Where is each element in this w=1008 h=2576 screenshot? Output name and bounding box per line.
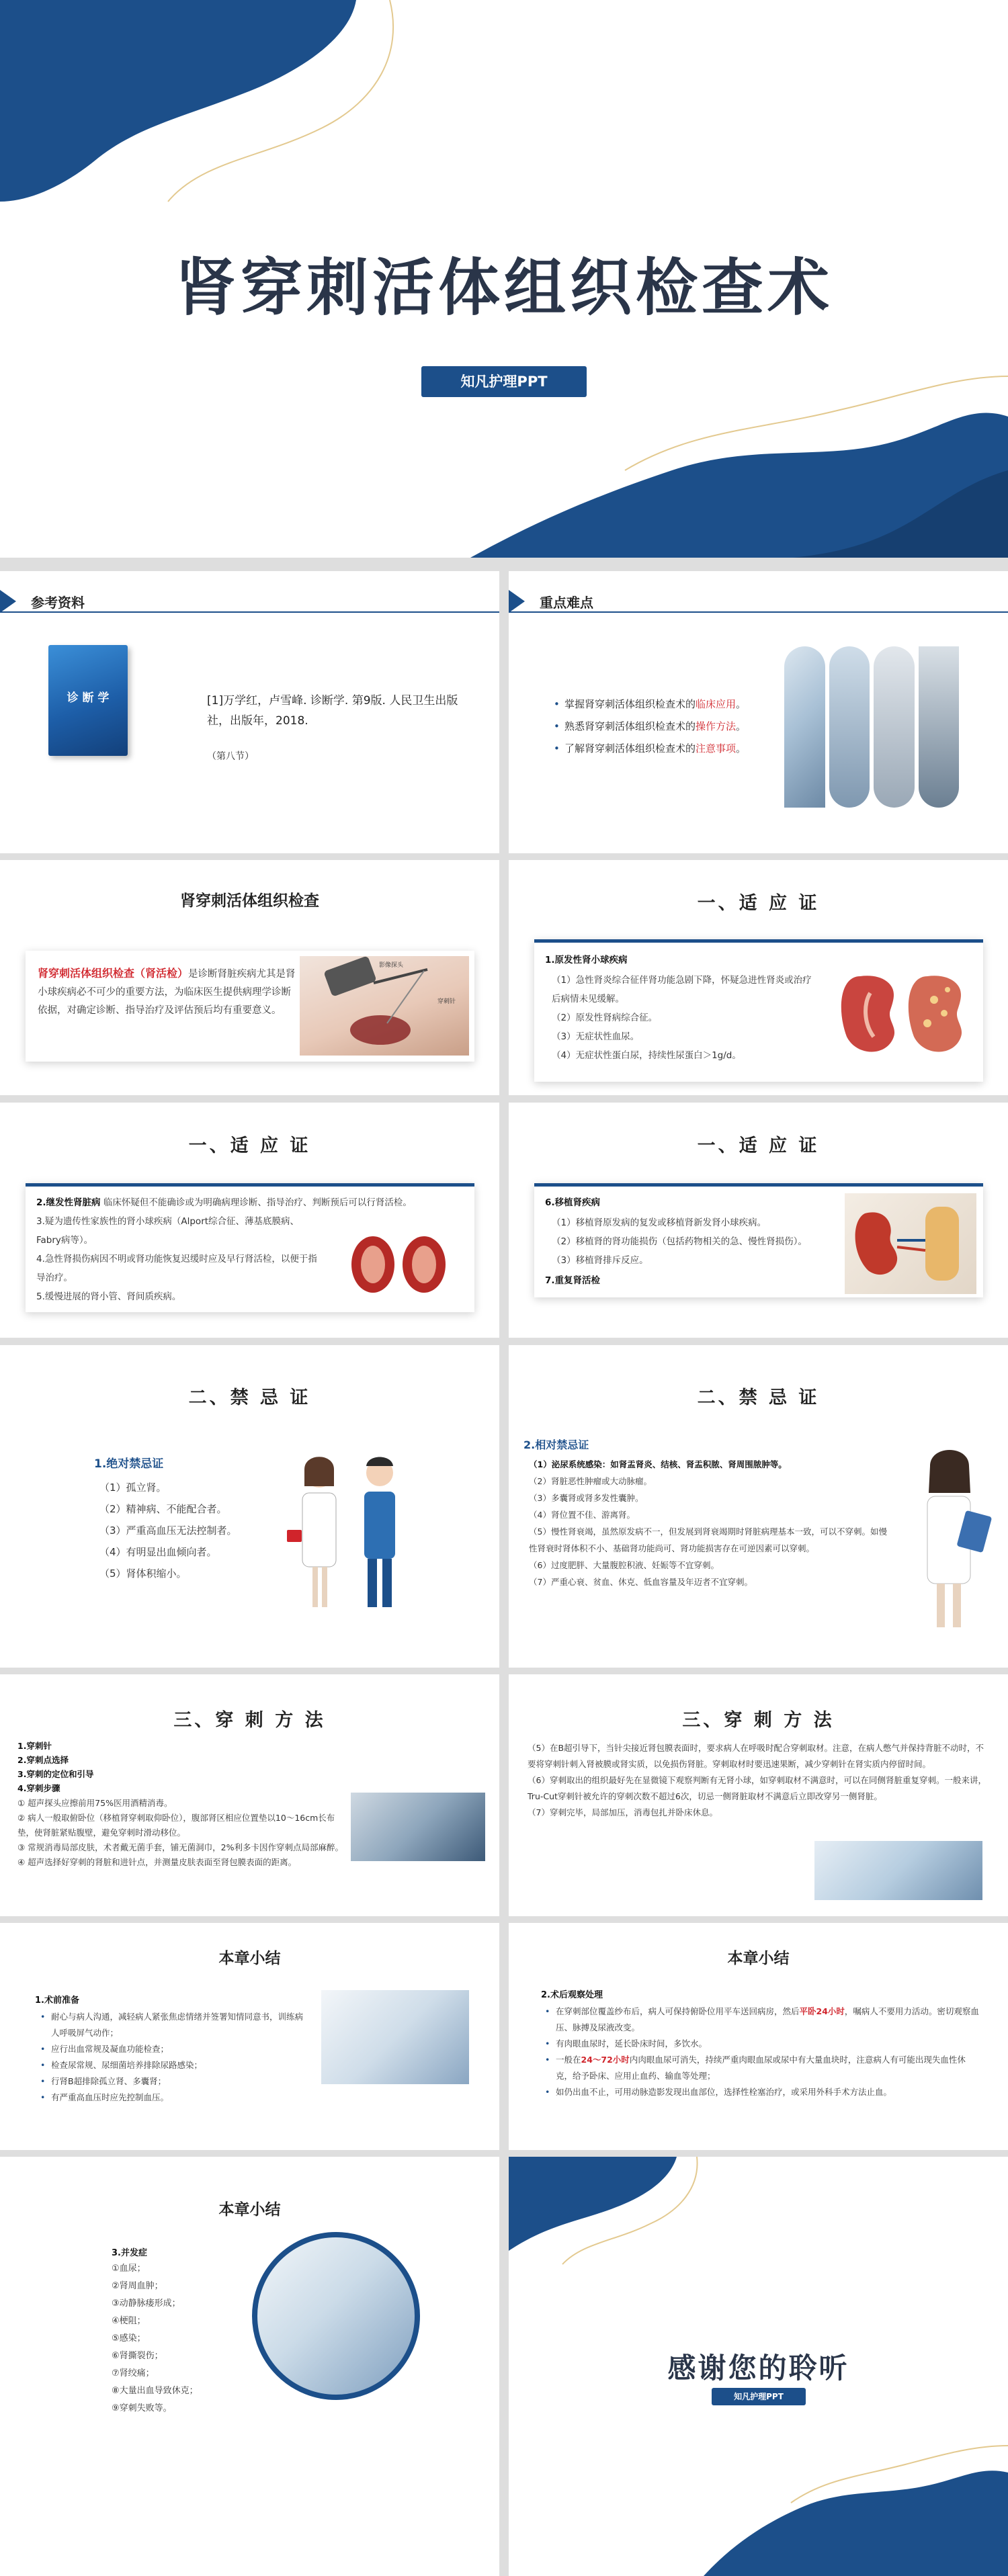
list-item: • 检查尿常规、尿细菌培养排除尿路感染； — [39, 2057, 308, 2073]
slide-header — [0, 590, 85, 613]
list-item: （2）肾脏恶性肿瘤或大动脉瘤。 — [529, 1476, 652, 1486]
slide-title: 本章小结 — [218, 1950, 281, 1967]
kidney-section-illustration — [345, 1232, 452, 1297]
nurse-patient-photo — [321, 1990, 469, 2084]
list-item: ① 超声探头应擦前用75%医用酒精消毒。 — [17, 1798, 173, 1808]
indications-list — [552, 1213, 841, 1270]
slide-title: 肾穿刺活体组织检查 — [180, 892, 319, 910]
list-item: （2）原发性肾病综合征。 — [552, 1013, 658, 1023]
card-heading: 6.移植肾疾病 — [545, 1197, 601, 1208]
intro-card — [26, 951, 474, 1062]
list-item: ③动静脉瘘形成； — [112, 2299, 181, 2309]
list-item: ⑤感染； — [112, 2333, 146, 2344]
list-item: 3.穿刺的定位和引导 — [17, 1769, 94, 1779]
method-paragraphs — [528, 1740, 991, 1821]
doctors-illustration — [286, 1446, 420, 1621]
list-item: （3）无症状性血尿。 — [552, 1031, 640, 1042]
procedure-diagram-image — [300, 956, 469, 1056]
diagram-label: 穿刺针 — [437, 998, 456, 1005]
section-heading: 1.绝对禁忌证 — [94, 1457, 164, 1471]
list-item: （3）移植肾排斥反应。 — [552, 1255, 648, 1266]
list-item: （3）多囊肾或肾多发性囊肿。 — [529, 1493, 644, 1503]
kidney-svg — [345, 1232, 452, 1297]
list-item: 4.穿刺步骤 — [17, 1783, 60, 1793]
list-item: • 掌握肾穿刺活体组织检查术的临床应用。 — [552, 693, 746, 716]
method-steps — [17, 1796, 347, 1870]
contraindications-list — [529, 1456, 892, 1590]
list-item: ③ 常规消毒局部皮肤，术者戴无菌手套，铺无菌洞巾，2%利多卡因作穿刺点局部麻醉。 — [17, 1842, 344, 1852]
paragraph: （7）穿刺完毕，局部加压，消毒包扎并卧床休息。 — [528, 1807, 718, 1817]
nurse-illustration — [909, 1439, 996, 1634]
reference-citation: [1]万学红，卢雪峰. 诊断学. 第9版. 人民卫生出版社，出版年，2018. — [207, 694, 458, 728]
list-item: （7）严重心衰、贫血、休克、低血容量及年迈者不宜穿刺。 — [529, 1577, 753, 1587]
list-item: （6）过度肥胖、大量腹腔积液、妊娠等不宜穿刺。 — [529, 1560, 719, 1570]
header-triangle-icon — [509, 590, 525, 613]
summary-list — [39, 2009, 308, 2106]
list-item: （4）有明显出血倾向者。 — [99, 1546, 217, 1558]
references-slide — [0, 571, 499, 853]
hand-medical-photo — [252, 2232, 420, 2400]
kidney-svg — [833, 963, 971, 1062]
list-item: • 行肾B超排除孤立肾、多囊肾； — [39, 2073, 308, 2090]
list-item: 4.急性肾损伤病因不明或肾功能恢复迟缓时应及早行肾活检，以便于指导治疗。 — [36, 1254, 317, 1283]
list-item: 2.继发性肾脏病 临床怀疑但不能确诊或为明确病理诊断、指导治疗、判断预后可以行肾活检。 — [36, 1197, 412, 1208]
list-item: 1.穿刺针 — [17, 1741, 52, 1751]
list-item: ①血尿； — [112, 2264, 146, 2274]
ultrasound-photo — [351, 1793, 485, 1861]
medical-photo-strips — [784, 646, 959, 808]
procedure-diagram-svg — [300, 956, 469, 1056]
contraindications-slide-1 — [0, 1345, 499, 1668]
keypoints-slide — [509, 571, 1008, 853]
list-item: （1）急性肾炎综合征伴肾功能急剧下降，怀疑急进性肾炎或治疗后病情未见缓解。 — [552, 975, 812, 1004]
indications-slide-2 — [0, 1103, 499, 1338]
summary-slide-1 — [0, 1923, 499, 2150]
slide-header — [509, 590, 593, 613]
slide-title: 本章小结 — [727, 1950, 790, 1967]
list-item: • 熟悉肾穿刺活体组织检查术的操作方法。 — [552, 716, 746, 738]
procedure-photo — [814, 1841, 982, 1900]
cover-slide — [0, 0, 1008, 558]
list-item: • 了解肾穿刺活体组织检查术的注意事项。 — [552, 738, 746, 760]
contraindications-slide-2 — [509, 1345, 1008, 1668]
slide-title: 一、适 应 证 — [697, 1135, 820, 1156]
slide-title: 二、禁 忌 证 — [697, 1387, 820, 1408]
list-item: ⑦肾绞痛； — [112, 2368, 155, 2378]
list-item: ② 病人一般取俯卧位（移植肾穿刺取仰卧位），腹部肾区相应位置垫以10～16cm长布垫，使肾脏紧贴腹壁，避免穿刺时滑动移位。 — [17, 1813, 335, 1838]
list-item: • 有肉眼血尿时，延长卧床时间，多饮水。 — [544, 2036, 980, 2052]
end-slide — [509, 2157, 1008, 2576]
intro-slide — [0, 860, 499, 1095]
paragraph: （5）在B超引导下，当针尖接近肾包膜表面时，要求病人在呼吸时配合穿刺取材。注意，在病人憋气并保持背脏不动时，不要将穿刺针刺入肾被膜或肾实质，以免损伤肾脏。穿刺取材时要迅速果断，减少穿刺针在肾实质内停留时间。 — [528, 1743, 984, 1769]
list-item: ②肾周血肿； — [112, 2281, 163, 2291]
section-heading: 3.并发症 — [112, 2248, 147, 2258]
keypoints-list — [552, 693, 746, 760]
end-tag: 知凡护理PPT — [712, 2388, 806, 2405]
slide-title: 三、穿 刺 方 法 — [173, 1710, 326, 1731]
kidney-svg — [845, 1193, 976, 1294]
list-item: （2）精神病、不能配合者。 — [99, 1503, 227, 1515]
slide-title: 二、禁 忌 证 — [188, 1387, 311, 1408]
indications-card — [534, 1183, 983, 1297]
list-item: （1）孤立肾。 — [99, 1482, 167, 1494]
list-item: ⑨穿刺失败等。 — [112, 2403, 172, 2413]
slide-header-title: 重点难点 — [540, 594, 593, 611]
list-item: 3.疑为遗传性家族性的肾小球疾病（Alport综合征、薄基底膜病、Fabry病等）。 — [36, 1216, 300, 1246]
list-item: （3）严重高血压无法控制者。 — [99, 1525, 237, 1537]
list-item: ⑧大量出血导致休克； — [112, 2386, 198, 2396]
list-item: （1）泌尿系统感染：如肾盂肾炎、结核、肾盂积脓、肾周围脓肿等。 — [529, 1459, 787, 1469]
header-triangle-icon — [0, 590, 16, 613]
list-item: • 耐心与病人沟通，减轻病人紧张焦虑情绪并签署知情同意书，训练病人呼吸屏气动作； — [39, 2009, 308, 2041]
slide-title: 一、适 应 证 — [697, 893, 820, 914]
photo-strip — [784, 646, 825, 808]
indications-list — [552, 971, 817, 1065]
method-headings — [17, 1739, 93, 1795]
cover-tag: 知凡护理PPT — [421, 366, 587, 397]
summary-slide-3 — [0, 2157, 499, 2576]
card-heading: 1.原发性肾小球疾病 — [545, 955, 628, 965]
book-title: 诊 断 学 — [67, 691, 110, 705]
indications-card — [534, 939, 983, 1082]
list-item: （2）移植肾的肾功能损伤（包括药物相关的急、慢性肾损伤）。 — [552, 1236, 807, 1247]
summary-list — [544, 2004, 980, 2100]
indications-card — [26, 1183, 474, 1312]
list-item: 2.穿刺点选择 — [17, 1755, 69, 1765]
photo-strip — [829, 646, 870, 808]
contraindications-list — [99, 1477, 237, 1584]
indications-slide-1 — [509, 860, 1008, 1095]
list-item: （5）肾体积缩小。 — [99, 1568, 187, 1580]
reference-section: （第八节） — [207, 751, 254, 762]
list-item: • 一般在24～72小时内肉眼血尿可消失，持续严重肉眼血尿或尿中有大量血块时，注意病人有可能出现失血性休克，给予卧床、应用止血药、输血等处理； — [544, 2052, 980, 2084]
list-item: • 应行出血常规及凝血功能检查； — [39, 2041, 308, 2057]
slide-header-title: 参考资料 — [31, 594, 85, 611]
book-cover-image — [48, 645, 128, 756]
photo-strip — [874, 646, 915, 808]
complications-list — [112, 2260, 198, 2417]
photo-strip — [919, 646, 960, 808]
end-title: 感谢您的聆听 — [667, 2352, 849, 2385]
slide-title: 本章小结 — [218, 2201, 281, 2219]
list-item: 5.缓慢进展的肾小管、肾间质疾病。 — [36, 1291, 181, 1302]
transplant-kidney-illustration — [845, 1193, 976, 1294]
method-slide-2 — [509, 1674, 1008, 1916]
list-item: （4）肾位置不佳、游离肾。 — [529, 1510, 635, 1520]
list-item: （1）移植肾原发病的复发或移植肾新发肾小球疾病。 — [552, 1217, 767, 1228]
section-heading: 1.术前准备 — [35, 1995, 79, 2006]
list-item: • 有严重高血压时应先控制血压。 — [39, 2090, 308, 2106]
list-item: • 在穿刺部位覆盖纱布后，病人可保持俯卧位用平车送回病房，然后平卧24小时，嘱病人不要用力活动。密切观察血压、脉搏及尿液改变。 — [544, 2004, 980, 2036]
intro-text: 肾穿刺活体组织检查（肾活检）是诊断肾脏疾病尤其是肾小球疾病必不可少的重要方法，为临床医生提供病理学诊断依据，对确定诊断、指导治疗及评估预后均有重要意义。 — [38, 967, 296, 1016]
slide-title: 三、穿 刺 方 法 — [682, 1710, 835, 1731]
list-item: （5）慢性肾衰竭，虽然原发病不一，但发展到肾衰竭期时肾脏病理基本一致，可以不穿刺。如慢性肾衰时肾体积不小、基础肾功能尚可、肾功能损害存在可逆因素可以穿刺。 — [529, 1527, 887, 1553]
kidney-illustration — [833, 963, 971, 1062]
section-heading: 2.相对禁忌证 — [523, 1439, 589, 1451]
list-item: （4）无症状性蛋白尿，持续性尿蛋白＞1g/d。 — [552, 1050, 741, 1061]
paragraph: （6）穿刺取出的组织最好先在显微镜下观察判断有无肾小球，如穿刺取材不满意时，可以在同侧肾脏重复穿刺。一般来讲，Tru-Cut穿刺针被允许的穿刺次数不超过6次，切忌一侧肾脏取材不满意后立即改穿另一侧肾脏。 — [528, 1775, 986, 1801]
list-item: • 如仍出血不止，可用动脉造影发现出血部位，选择性栓塞治疗，或采用外科手术方法止血。 — [544, 2084, 980, 2100]
slide-title: 一、适 应 证 — [188, 1135, 311, 1156]
card-tail: 7.重复肾活检 — [545, 1275, 601, 1286]
diagram-label: 影像探头 — [379, 962, 404, 969]
indications-slide-3 — [509, 1103, 1008, 1338]
summary-slide-2 — [509, 1923, 1008, 2150]
section-heading: 2.术后观察处理 — [541, 1990, 603, 2000]
method-slide-1 — [0, 1674, 499, 1916]
list-item: ④梗阻； — [112, 2316, 146, 2326]
list-item: ⑥肾撕裂伤； — [112, 2351, 163, 2361]
cover-title: 肾穿刺活体组织检查术 — [174, 252, 833, 324]
list-item: ④ 超声选择好穿刺的肾脏和进针点，并测量皮肤表面至肾包膜表面的距离。 — [17, 1857, 297, 1867]
